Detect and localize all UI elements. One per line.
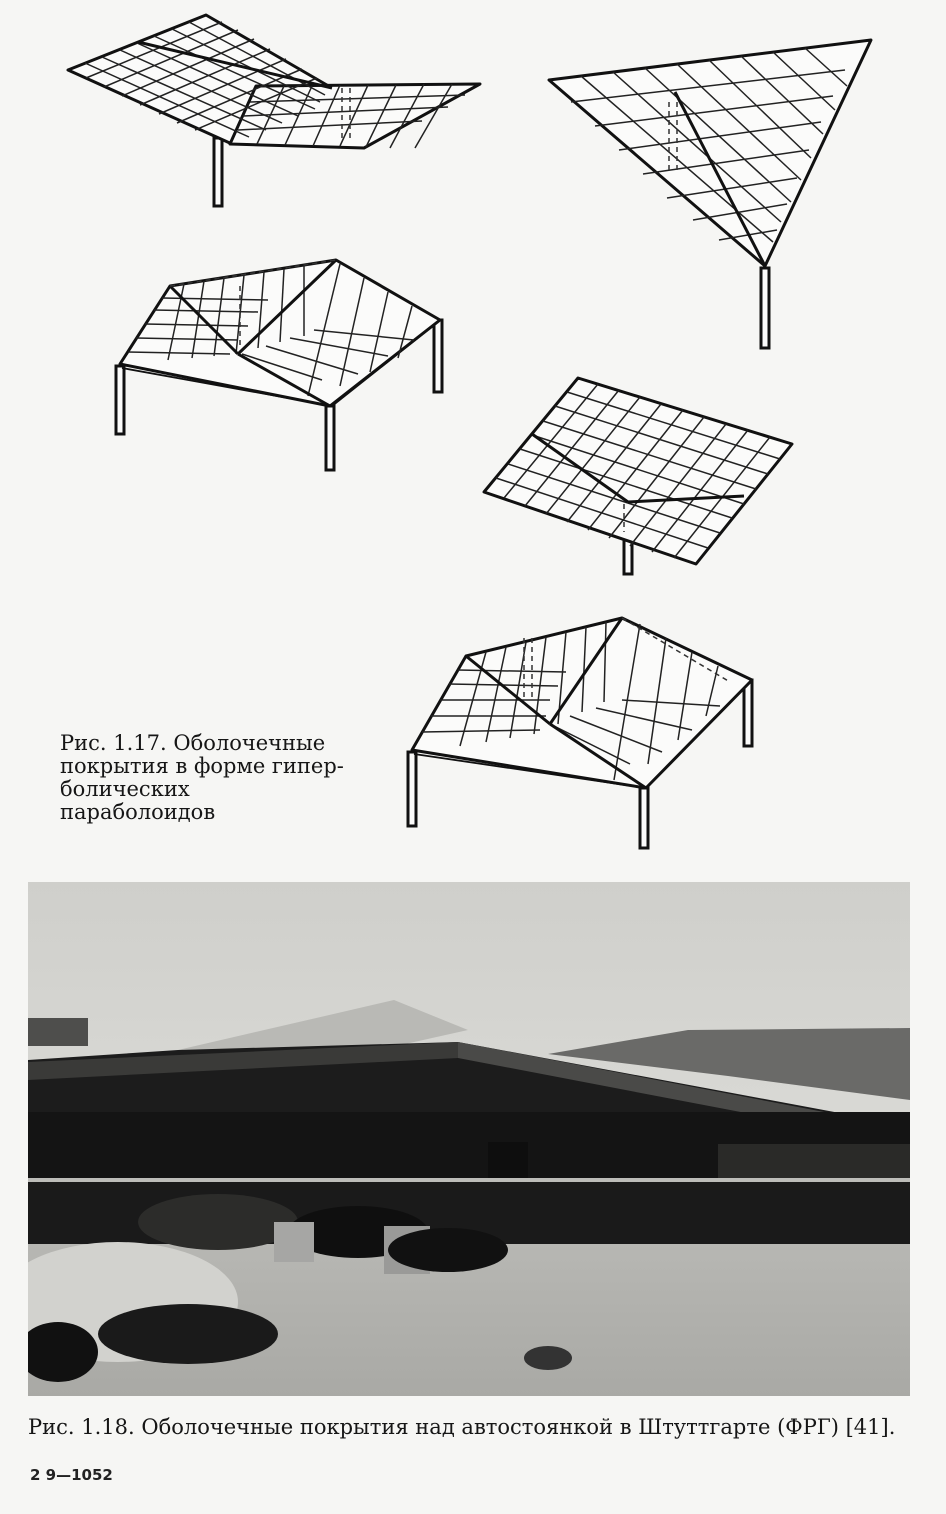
shell-roof-two-panels-single-column: [60, 10, 490, 210]
figure-117-caption-line-1: Рис. 1.17. Оболочечные: [60, 731, 326, 755]
figure-117-caption: [60, 732, 350, 824]
shell-roof-four-panels-four-columns: [108, 256, 448, 476]
shell-roof-triangle-single-column: [545, 32, 875, 352]
figure-117-caption-line-3: болических параболоидов: [60, 777, 216, 824]
shell-roof-square-single-column: [480, 372, 800, 578]
figure-117-caption-line-2: покрытия в форме гипер-: [60, 754, 344, 778]
parking-lot-shell-roofs-photo: [28, 882, 910, 1396]
shell-roof-four-panels-four-columns-variant: [400, 612, 760, 852]
figure-118-caption: Рис. 1.18. Оболочечные покрытия над автостоянкой в Штуттгарте (ФРГ) [41].: [28, 1415, 896, 1439]
printer-signature: 2 9—1052: [30, 1466, 113, 1484]
